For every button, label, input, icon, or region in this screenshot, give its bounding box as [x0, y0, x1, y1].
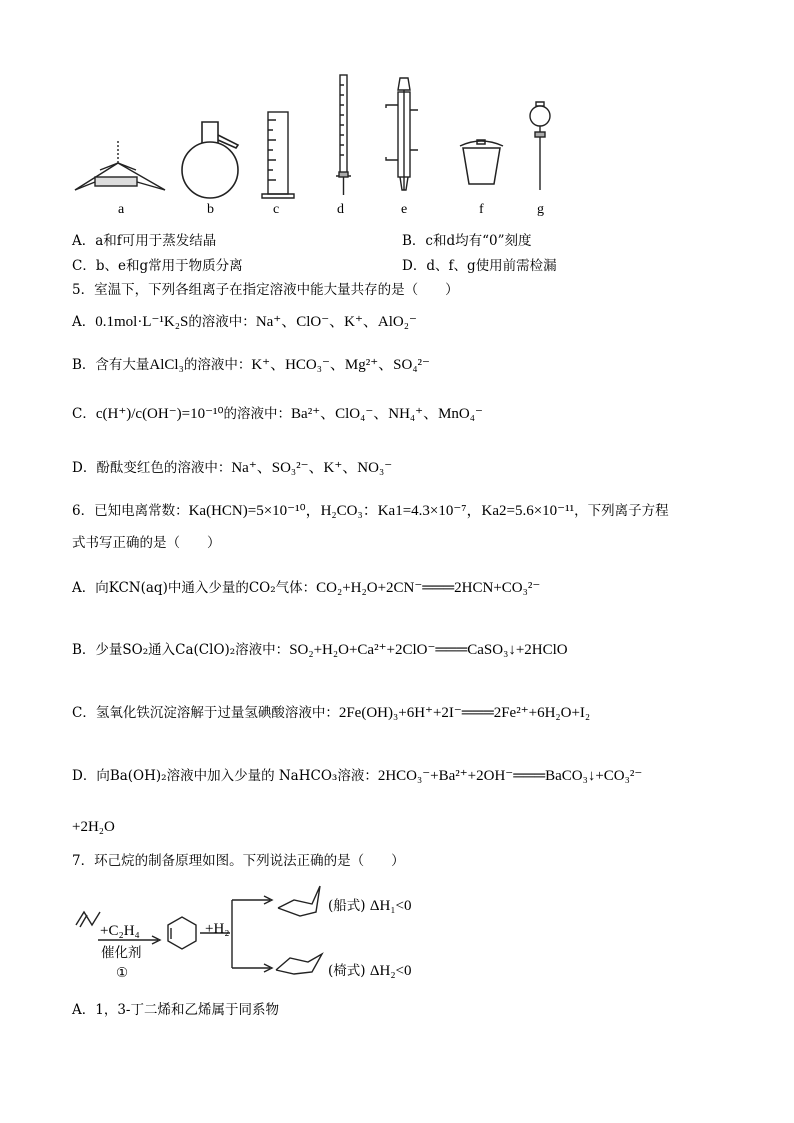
q4-option-d: D．d、f、g使用前需检漏: [402, 258, 557, 274]
apparatus-f-crucible: [460, 140, 503, 184]
label-b: b: [207, 202, 214, 217]
q4-option-c: C．b、e和g常用于物质分离: [72, 258, 243, 274]
q6-option-a: A．向KCN(aq)中通入少量的CO₂气体：CO₂+H₂O+2CN⁻═══2HCN+CO₃²⁻: [72, 580, 541, 596]
label-e: e: [401, 202, 408, 217]
q7-option-a: A．1，3-丁二烯和乙烯属于同系物: [72, 1002, 279, 1018]
apparatus-figure: [0, 0, 794, 230]
q7-reagent-c2h4: +C₂H₄: [100, 923, 140, 939]
apparatus-e-condenser: [386, 78, 418, 190]
q4-option-b: B．c和d均有“0”刻度: [402, 233, 532, 249]
q5-option-a: A．0.1mol·L⁻¹K₂S的溶液中：Na⁺、ClO⁻、K⁺、AlO₂⁻: [72, 314, 417, 330]
apparatus-d-burette: [336, 75, 351, 195]
label-a: a: [118, 202, 125, 217]
q6-option-b: B．少量SO₂通入Ca(ClO)₂溶液中：SO₂+H₂O+Ca²⁺+2ClO⁻═══CaSO₃↓+2HClO: [72, 642, 568, 658]
q5-option-b: B．含有大量AlCl₃的溶液中：K⁺、HCO₃⁻、Mg²⁺、SO₄²⁻: [72, 357, 430, 373]
q6-option-c: C．氢氧化铁沉淀溶解于过量氢碘酸溶液中：2Fe(OH)₃+6H⁺+2I⁻═══2Fe²⁺+6H₂O+I₂: [72, 705, 591, 721]
q7-stem: 7．环己烷的制备原理如图。下列说法正确的是（ ）: [72, 853, 405, 869]
apparatus-g-separatory-funnel: [530, 102, 550, 190]
q6-stem-line2: 式书写正确的是（ ）: [72, 535, 221, 551]
apparatus-a-clay-triangle: [75, 140, 165, 190]
q6-option-d-continuation: +2H₂O: [72, 819, 115, 835]
q6-stem-line1: 6．已知电离常数：Ka(HCN)=5×10⁻¹⁰，H₂CO₃：Ka1=4.3×10⁻⁷，Ka2=5.6×10⁻¹¹，下列离子方程: [72, 503, 669, 519]
q7-reagent-h2: +H₂: [205, 921, 230, 937]
label-g: g: [537, 202, 544, 217]
q6-option-d: D．向Ba(OH)₂溶液中加入少量的 NaHCO₃溶液：2HCO₃⁻+Ba²⁺+2OH⁻═══BaCO₃↓+CO₃²⁻: [72, 768, 643, 784]
label-c: c: [273, 202, 280, 217]
q5-stem: 5．室温下，下列各组离子在指定溶液中能大量共存的是（ ）: [72, 282, 459, 298]
q5-option-d: D．酚酞变红色的溶液中：Na⁺、SO₃²⁻、K⁺、NO₃⁻: [72, 460, 393, 476]
apparatus-c-graduated-cylinder: [262, 112, 294, 198]
q7-boat-label: (船式) ΔH₁<0: [328, 898, 412, 914]
label-f: f: [479, 202, 484, 217]
label-d: d: [337, 202, 344, 217]
q7-step-number: ①: [116, 965, 129, 981]
q5-option-c: C．c(H⁺)/c(OH⁻)=10⁻¹⁰的溶液中：Ba²⁺、ClO₄⁻、NH₄⁺、MnO₄⁻: [72, 406, 483, 422]
q4-option-a: A．a和f可用于蒸发结晶: [72, 233, 217, 249]
apparatus-b-distilling-flask: [182, 122, 238, 198]
q7-chair-label: (椅式) ΔH₂<0: [328, 963, 412, 979]
q7-catalyst: 催化剂: [101, 945, 142, 961]
